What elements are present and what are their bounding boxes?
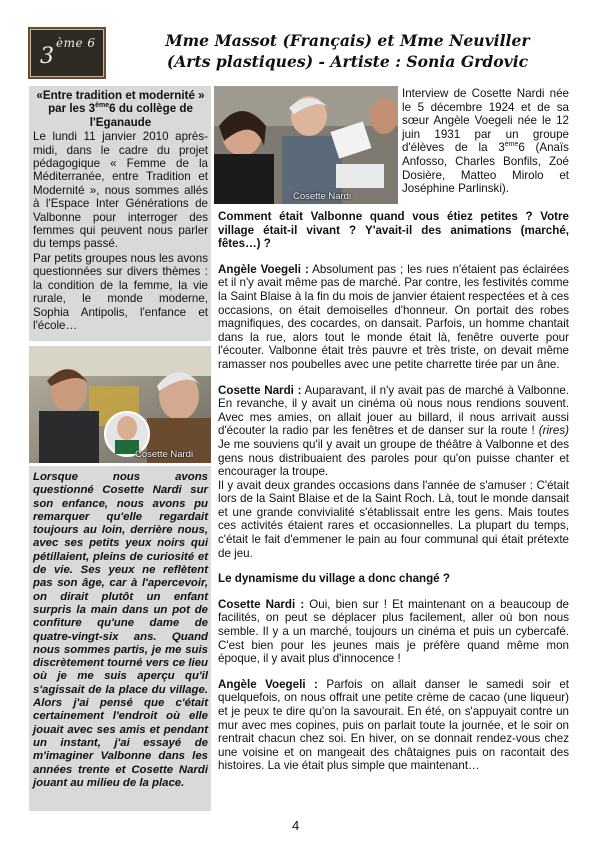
page-number: 4 — [292, 818, 300, 833]
answer-2-rires: (rires) — [538, 424, 569, 438]
answer-1-speaker: Angèle Voegeli : — [218, 262, 309, 276]
interview-intro — [402, 87, 569, 196]
intro-heading-a: «Entre tradition et modernité » — [36, 89, 205, 102]
interview-body — [218, 210, 569, 774]
title-line-2: (Arts plastiques) - Artiste : Sonia Grdovic — [166, 52, 529, 71]
intro-heading-c: 6 du collège de l'Eganaude — [89, 102, 193, 129]
answer-3 — [218, 598, 569, 666]
answer-4 — [218, 678, 569, 773]
interview-intro-a: Interview de Cosette Nardi née le 5 décembre 1924 et de sa sœur Angèle Voegeli née le 12 juin 1931 par un groupe d'élèves de la 3 — [402, 87, 569, 155]
photo-illustration — [29, 346, 211, 463]
class-badge — [28, 27, 106, 79]
interview-intro-b: 6 (Anaïs Anfosso, Charles Bonfils, Zoé Dosière, Matteo Mirolo et Joséphine Parlinski). — [402, 141, 569, 196]
page-title — [120, 30, 575, 72]
photo-top-caption: Cosette Nardi — [293, 191, 352, 202]
answer-2-text-1: Auparavant, il n'y avait pas de marché à Valbonne. En revanche, il y avait un cinéma où nous nous rendions souvent. Avec mes amies, on allait jouer au billard, il nous arrivait aussi d'écouter la radio par les fenêtres et de danser sur la route ! — [218, 383, 569, 438]
answer-3-text: Oui, bien sur ! Et maintenant on a beaucoup de facilités, on peut se déplacer plus facilement, aller où bon nous semble. Il y a un marché, toujours un cinéma et puis un cybercafé. C'est bien pour les jeunes mais je préfère quand même mon époque, il y avait plus d'innocence ! — [218, 597, 569, 666]
badge-superscript: ème 6 — [56, 36, 96, 50]
answer-2-speaker: Cosette Nardi : — [218, 383, 302, 397]
question-1: Comment était Valbonne quand vous étiez petites ? Votre village était-il vivant ? Y'avait-il des animations (marché, fêtes…) ? — [218, 210, 569, 251]
badge-number: 3 — [40, 44, 54, 69]
answer-1 — [218, 263, 569, 372]
answer-3-speaker: Cosette Nardi : — [218, 597, 305, 611]
intro-para-2: Par petits groupes nous les avons questionnées sur divers thèmes : la condition de la femme, la vie rurale, le monde moderne, Sophia Antipolis, l'enfance et l'école… — [33, 251, 208, 332]
answer-2-text-2: Je me souviens qu'il y avait un groupe de théâtre à Valbonne et des gens nous distribuaient des paroles pour qu'on puisse chanter et encourager la troupe. — [218, 437, 569, 479]
group-photo-illustration — [214, 86, 398, 204]
intro-heading — [33, 89, 208, 129]
photo-group — [214, 86, 398, 204]
answer-4-text: Parfois on allait danser le samedi soir et quelquefois, on nous offrait une petite crème de cacao (une liqueur) et je peux te dire qu'on la savourait. En été, on s'appuyait contre un mur avec mes copines, puis on parlait toute la journée, et le soir on rentrait chacun chez soi. En hiver, on se donnait rendez-vous chez une voisine et on mangeait des châtaignes puis on racontait des histoires. La vie était plus simple que maintenant… — [218, 677, 569, 773]
title-line-1: Mme Massot (Français) et Mme Neuviller — [165, 31, 530, 50]
photo-cosette-portrait — [29, 346, 211, 463]
intro-para-1: Le lundi 11 janvier 2010 après-midi, dans le cadre du projet pédagogique « Femme de la Méditerranée, entre Tradition et Modernité », nous sommes allés à l'Espace Inter Générations de Valbonne pour interroger des femmes qui peuvent nous parler du temps passé. — [33, 130, 208, 251]
question-2: Le dynamisme du village a donc changé ? — [218, 572, 450, 586]
answer-2-text-3: Il y avait deux grandes occasions dans l'année de s'amuser : C'était lors de la Saint Blaise et de la Saint Roch. Là, tout le monde dansait et une grande convivialité s'établissait entre les gens. Mais toutes ces activités étaient rares et occasionnelles. La plupart du temps, c'était le fait d'emmener le pain au four communal qui était prétexte de jeu. — [218, 478, 569, 560]
story-text: Lorsque nous avons questionné Cosette Nardi sur son enfance, nous avons pu remarquer qu'elle regardait toujours au loin, derrière nous, avec ses petits yeux noirs qui pétillaient, pleins de curiosité et de vie. Ses yeux ne reflètent pas son âge, car à l'apercevoir, on dirait plutôt un enfant surpris la main dans un pot de confiture qu'une dame de quatre-vingt-six ans. Quand nous sommes partis, je me suis discrètement tourné vers ce lieu où je me suis aperçu qu'il s'agissait de la place du village. Alors j'ai pensé que c'était certainement l'endroit où elle jouait avec ses amis et pendant un instant, j'ai essayé de m'imaginer Valbonne dans les années trente et Cosette Nardi jouant au milieu de la place. — [33, 471, 208, 789]
intro-text — [33, 89, 208, 333]
intro-heading-b: par les 3 — [48, 102, 96, 116]
answer-2 — [218, 384, 569, 479]
photo-left-caption: Cosette Nardi — [135, 449, 194, 460]
answer-4-speaker: Angèle Voegeli : — [218, 677, 318, 691]
interview-intro-sup: ème — [504, 141, 519, 149]
intro-heading-sup: ème — [95, 102, 110, 110]
answer-1-text: Absolument pas ; les rues n'étaient pas éclairées et il n'y avait même pas de marché. Par contre, les festivités comme la Saint Blaise à la fin du mois de janvier étaient respectées et à ces occasions, on était demoiselles d'honneur. On portait des robes magnifiques, des cocardes, on dansait. Parfois, un homme chantait dans la rue, alors tout le monde était là, fenêtre ouverte pour l'écouter. Valbonne était très pauvre et très triste, on devait même ramasser nos poubelles avec une petite charrette tirée par un âne. — [218, 262, 569, 371]
